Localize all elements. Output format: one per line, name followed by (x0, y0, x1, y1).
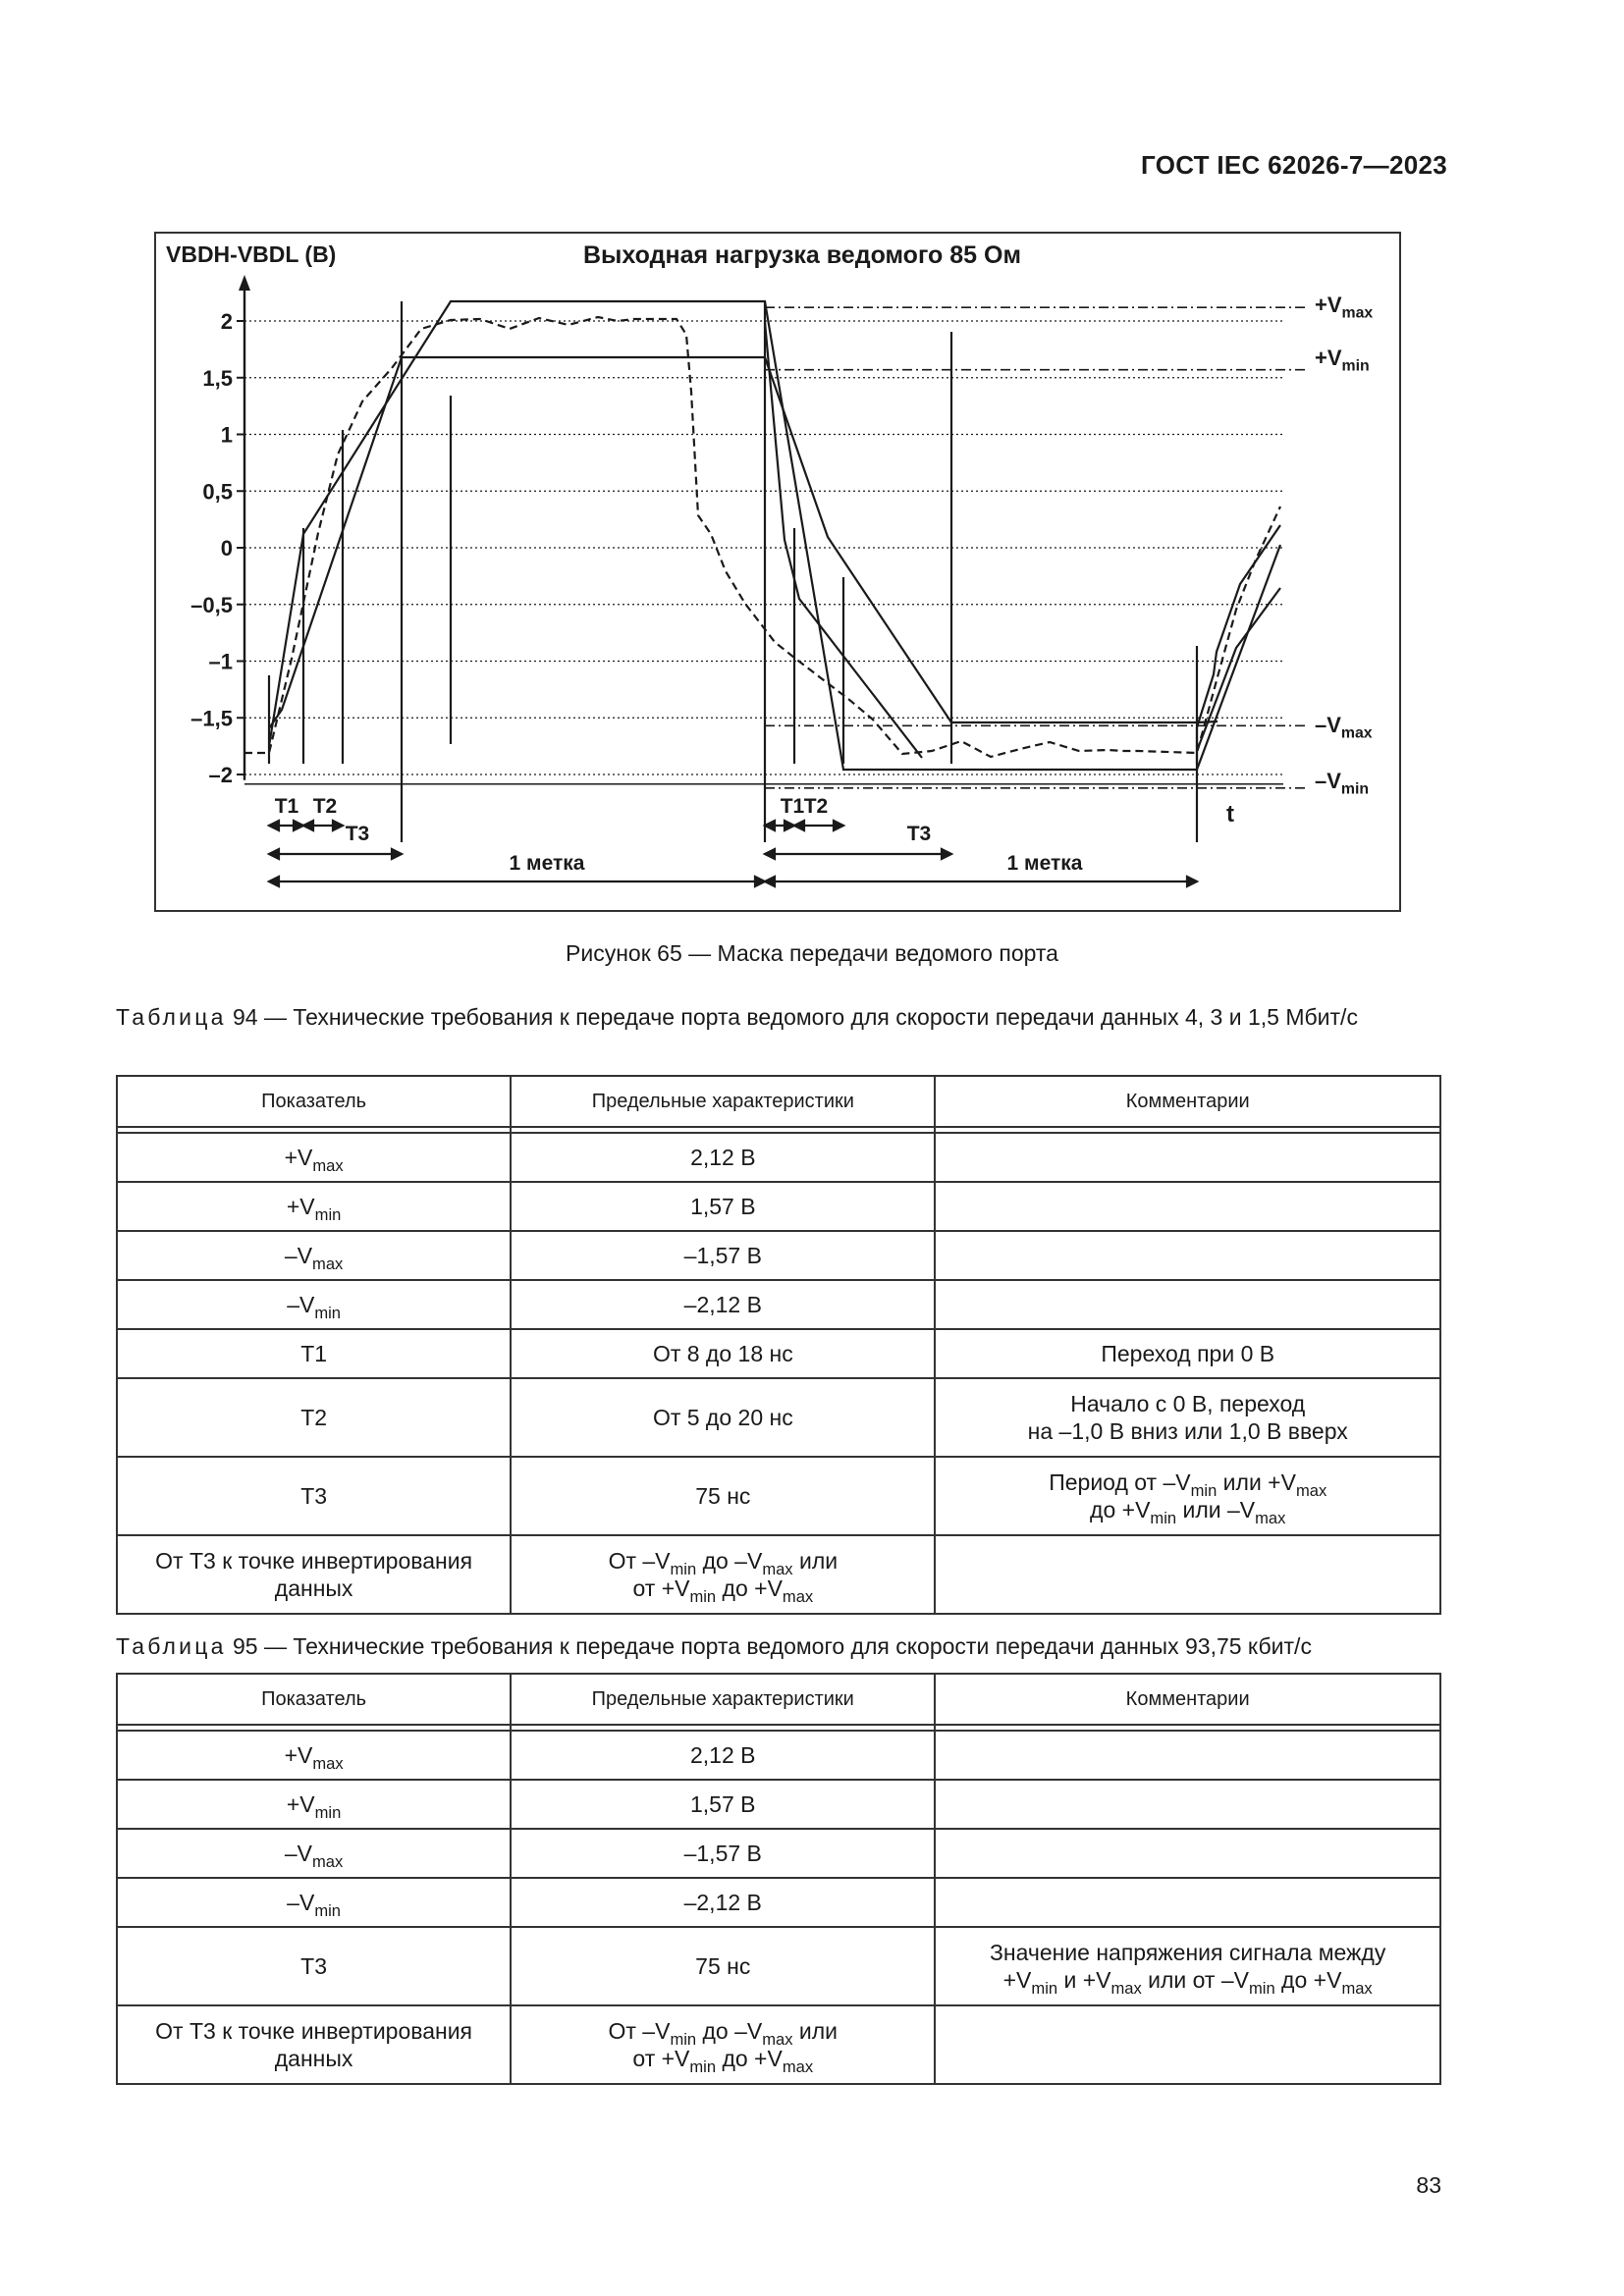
label-minus-vmax: $-V_{max}$ (1315, 713, 1373, 742)
table-row: T2 От 5 до 20 нс Начало с 0 В, переход на –1,0 В вниз или 1,0 В вверх (117, 1378, 1440, 1457)
dimension-t2-arrow-left (303, 821, 313, 830)
y-tick-label: –2 (208, 763, 233, 787)
dimension-mark-arrow-left (269, 877, 279, 886)
header-indicator: Показатель (117, 1674, 511, 1725)
table-row: $-V_{min}$ –2,12 В (117, 1878, 1440, 1927)
y-tick-label: 2 (220, 309, 233, 334)
y-axis-label: VBDH-VBDL (В) (166, 241, 337, 267)
dimension-t2-arrow-left (794, 821, 804, 830)
y-tick-label: 1 (220, 422, 233, 448)
dimension-t3-arrow-right (392, 849, 402, 859)
table-row: От Т3 к точке инвертирования данных От $-V_{min}$ до $-V_{max}$ или от $+V_{min}$ до $+V_{max}$ (117, 2005, 1440, 2084)
table-row: $+V_{max}$ 2,12 В (117, 1133, 1440, 1182)
label-plus-vmin: $+V_{min}$ (1315, 346, 1370, 375)
y-axis-arrow (239, 275, 250, 291)
t1-label: T1 (274, 795, 299, 818)
mark-label: 1 метка (1006, 852, 1083, 875)
page-number: 83 (1416, 2172, 1441, 2198)
table-row: T3 75 нс Значение напряжения сигнала между $+V_{min}$ $и +V_{max}$ или от $-V_{min}$ до $+V_{max}$ (117, 1927, 1440, 2005)
header-comments: Комментарии (935, 1076, 1440, 1127)
header-limits: Предельные характеристики (511, 1674, 935, 1725)
table94 (116, 1075, 1441, 1615)
table-row: T1 От 8 до 18 нс Переход при 0 В (117, 1329, 1440, 1378)
time-axis-label: t (1226, 801, 1234, 828)
dimension-t3-arrow-left (269, 849, 279, 859)
t3-label: T3 (906, 823, 932, 845)
t3-label: T3 (345, 823, 370, 845)
dimension-t3-arrow-right (942, 849, 951, 859)
chart-svg (156, 234, 1403, 914)
mask-inner-trace (269, 357, 1218, 728)
table95 (116, 1673, 1441, 2085)
y-tick-label: 0,5 (202, 479, 233, 505)
dimension-t2-arrow-right (333, 821, 343, 830)
table-row: $+V_{max}$ 2,12 В (117, 1731, 1440, 1780)
y-tick-label: 1,5 (202, 365, 233, 391)
table-header-row (117, 1076, 1440, 1127)
dimension-t3-arrow-left (765, 849, 775, 859)
table95-caption: Таблица 95 — Технические требования к передаче порта ведомого для скорости передачи данных 93,75 кбит/с (116, 1633, 1312, 1659)
document-id: ГОСТ IEC 62026-7—2023 (1141, 150, 1447, 180)
t2-label: T2 (803, 795, 829, 818)
t2-label: T2 (312, 795, 338, 818)
header-comments: Комментарии (935, 1674, 1440, 1725)
header-limits: Предельные характеристики (511, 1076, 935, 1127)
dimension-mark-arrow-left (765, 877, 775, 886)
dimension-t2-arrow-right (834, 821, 843, 830)
dimension-mark-arrow-right (1187, 877, 1197, 886)
dimension-t1-arrow-left (269, 821, 279, 830)
y-tick-label: –1 (208, 649, 233, 674)
table-row: $+V_{min}$ 1,57 В (117, 1780, 1440, 1829)
dimension-t1-arrow-left (765, 821, 775, 830)
y-tick-label: –0,5 (190, 592, 233, 617)
figure-caption: Рисунок 65 — Маска передачи ведомого порта (566, 940, 1058, 966)
table-row: $+V_{min}$ 1,57 В (117, 1182, 1440, 1231)
mask-outer-trace (269, 301, 1280, 770)
table-row: От Т3 к точке инвертирования данных От $-V_{min}$ до $-V_{max}$ или от $+V_{min}$ до $+V_{max}$ (117, 1535, 1440, 1614)
y-tick-label: –1,5 (190, 706, 233, 731)
header-indicator: Показатель (117, 1076, 511, 1127)
label-minus-vmin: $-V_{min}$ (1315, 769, 1370, 798)
mark-label: 1 метка (509, 852, 585, 875)
table-row: $-V_{min}$ –2,12 В (117, 1280, 1440, 1329)
right-outer-rise (1197, 525, 1280, 727)
figure-title: Выходная нагрузка ведомого 85 Ом (583, 241, 1021, 269)
table-header-row (117, 1674, 1440, 1725)
table-row: $-V_{max}$ –1,57 В (117, 1829, 1440, 1878)
table94-caption: Таблица 94 — Технические требования к передаче порта ведомого для скорости передачи данных 4, 3 и 1,5 Мбит/с (116, 1004, 1358, 1030)
t1-label: T1 (780, 795, 805, 818)
table-row: $-V_{max}$ –1,57 В (117, 1231, 1440, 1280)
figure-transmission-mask (154, 232, 1401, 912)
label-plus-vmax: $+V_{max}$ (1315, 293, 1374, 322)
table-row: T3 75 нс Период от $-V_{min}$ или $+V_{max}$ до $+V_{min}$ или $-V_{max}$ (117, 1457, 1440, 1535)
y-tick-label: 0 (220, 536, 233, 561)
